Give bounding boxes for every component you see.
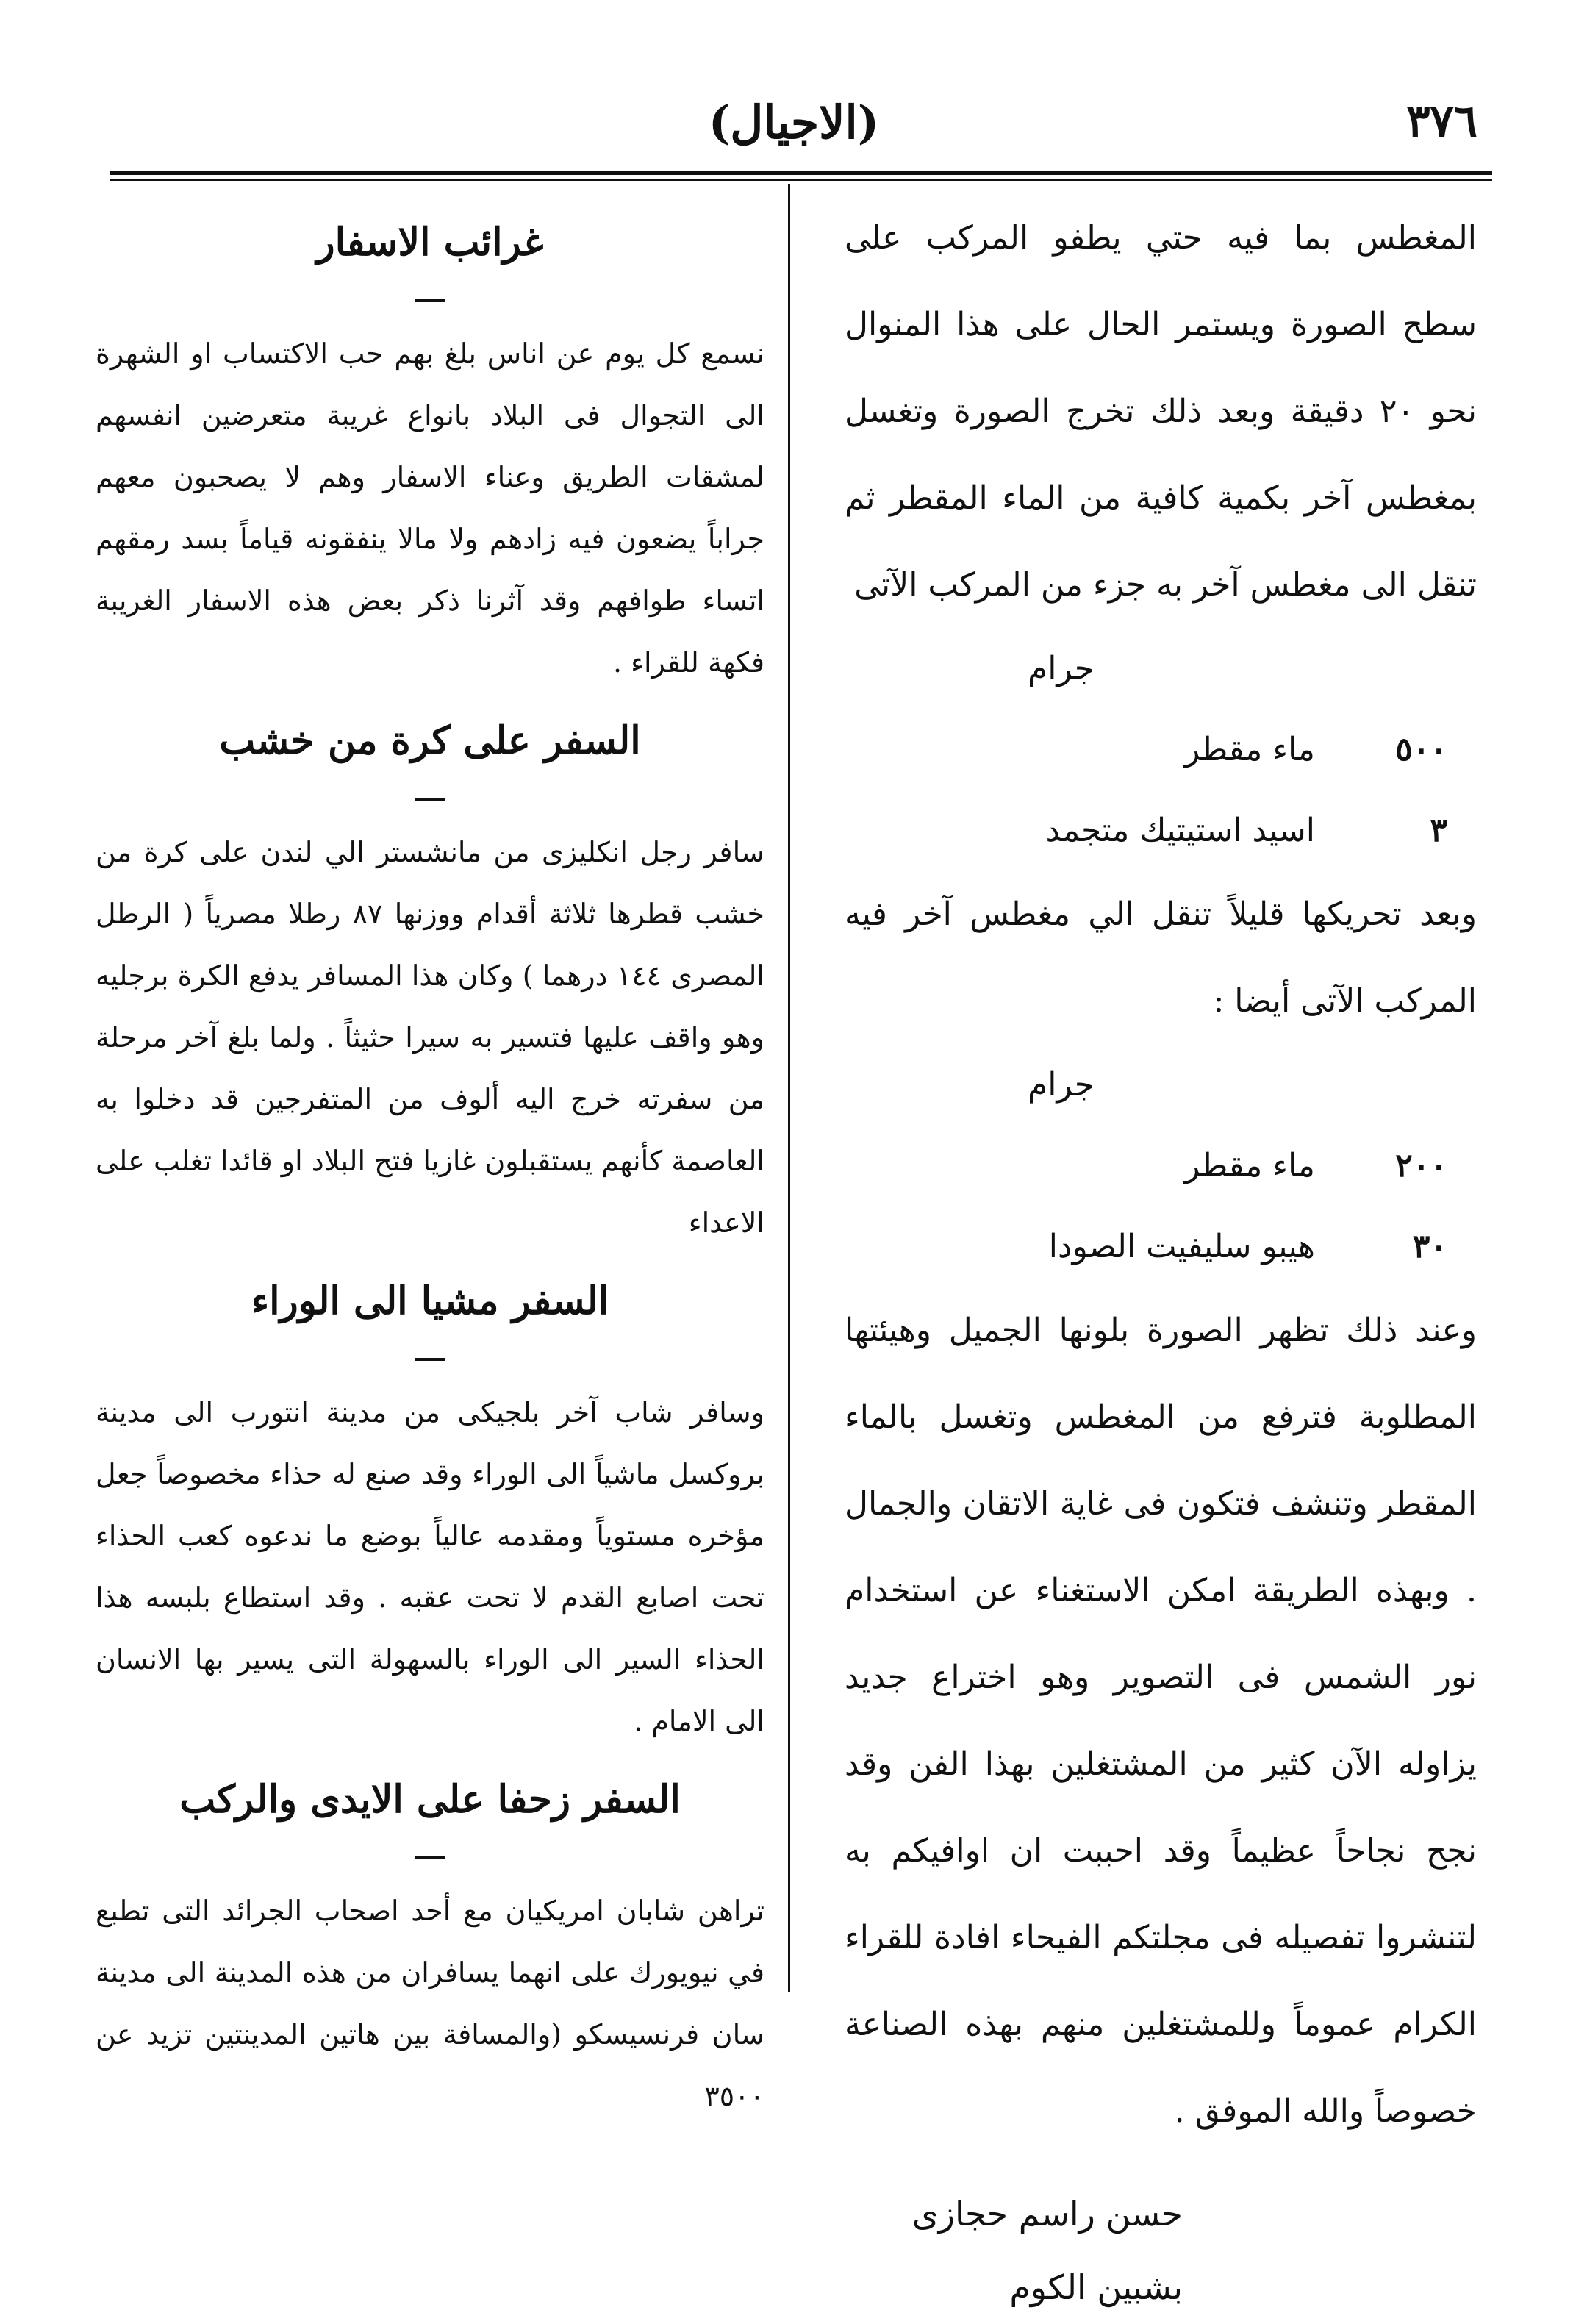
section-text: سافر رجل انكليزى من مانشستر الي لندن على كرة من خشب قطرها ثلاثة أقدام ووزنها ٨٧ رطلا مصرياً ( الرطل المصرى ١٤٤ درهما ) وكان هذا المسافر يدفع الكرة برجليه وهو واقف عليها فتسير به سيرا حثيثاً . ولما بلغ آخر مرحلة من سفرته خرج اليه ألوف من المتفرجين قد دخلوا به العاصمة كأنهم يستقبلون غازيا فتح البلاد او قائدا تغلب على الاعداء	[96, 836, 764, 1239]
recipe-quantity: ٢٠٠	[1395, 1147, 1447, 1184]
recipe-ingredient: اسيد استيتيك متجمد	[1045, 812, 1315, 849]
left-column	[96, 195, 764, 2127]
recipe-table-2	[845, 1045, 1477, 1287]
signature	[845, 2177, 1477, 2324]
recipe-row	[845, 1126, 1477, 1206]
recipe-quantity: ٣٠	[1412, 1228, 1447, 1265]
article-intro: نسمع كل يوم عن اناس بلغ بهم حب الاكتساب او الشهرة الى التجوال فى البلاد بانواع غريبة متعرضين انفسهم لمشقات الطريق وعناء الاسفار وهم لا يصحبون معهم جراباً يضعون فيه زادهم ولا مالا ينفقونه قياماً بسد رمقهم اتساء طوافهم وقد آثرنا ذكر بعض هذه الاسفار الغريبة فكهة للقراء .	[96, 337, 764, 679]
signature-place: بشبين الكوم	[1009, 2267, 1183, 2307]
header-rule-thin	[110, 179, 1492, 181]
section-text: تراهن شابان امريكيان مع أحد اصحاب الجرائد التى تطبع في نيويورك على انهما يسافران من هذه المدينة الى مدينة سان فرنسيسكو (والمسافة بين هاتين المدينتين تزيد عن ٣٥٠٠	[96, 1895, 764, 2112]
paragraph-developing-bath: المغطس بما فيه حتي يطفو المركب على سطح الصورة ويستمر الحال على هذا المنوال نحو ٢٠ دقيقة وبعد ذلك تخرج الصورة وتغسل بمغطس آخر بكمية كافية من الماء المقطر ثم تنقل الى مغطس آخر به جزء من المركب الآتى	[845, 219, 1477, 604]
recipe-quantity: ٣	[1430, 812, 1447, 849]
section-dash	[415, 1856, 445, 1859]
recipe-ingredient: هيبو سليفيت الصودا	[1048, 1228, 1315, 1265]
page-header	[110, 96, 1477, 169]
unit-label: جرام	[1028, 650, 1095, 687]
title-dash	[415, 299, 445, 302]
recipe-table-1	[845, 629, 1477, 871]
recipe-row	[845, 709, 1477, 790]
recipe-ingredient: ماء مقطر	[1184, 1147, 1315, 1184]
unit-label: جرام	[1028, 1066, 1095, 1104]
signature-name: حسن راسم حجازى	[911, 2194, 1183, 2234]
section-title: السفر مشيا الى الوراء	[251, 1279, 609, 1323]
section-dash	[415, 798, 445, 801]
journal-title: (الاجيال)	[708, 96, 880, 149]
page-number: ٣٧٦	[1406, 96, 1477, 147]
section-dash	[415, 1358, 445, 1361]
column-divider	[788, 184, 790, 1992]
section-text: وسافر شاب آخر بلجيكى من مدينة انتورب الى مدينة بروكسل ماشياً الى الوراء وقد صنع له حذاء مخصوصاً جعل مؤخره مستوياً ومقدمه عالياً بوضع ما ندعوه كعب الحذاء تحت اصابع القدم لا تحت عقبه . وقد استطاع بلبسه هذا الحذاء السير الى الوراء بالسهولة التى يسير بها الانسان الى الامام .	[96, 1396, 764, 1737]
recipe-row	[845, 790, 1477, 871]
section-title: السفر على كرة من خشب	[219, 718, 641, 763]
recipe-ingredient: ماء مقطر	[1184, 731, 1315, 768]
recipe-row	[845, 1206, 1477, 1287]
header-rule	[110, 171, 1492, 175]
right-column	[845, 195, 1477, 2324]
paragraph-conclusion: وعند ذلك تظهر الصورة بلونها الجميل وهيئتها المطلوبة فترفع من المغطس وتغسل بالماء المقطر وتنشف فتكون فى غاية الاتقان والجمال . وبهذه الطريقة امكن الاستغناء عن استخدام نور الشمس فى التصوير وهو اختراع جديد يزاوله الآن كثير من المشتغلين بهذا الفن وقد نجح نجاحاً عظيماً وقد احببت ان اوافيكم به لتنشروا تفصيله فى مجلتكم الفيحاء افادة للقراء الكرام عموماً وللمشتغلين منهم بهذه الصناعة خصوصاً والله الموفق .	[845, 1312, 1477, 2130]
article-title: غرائب الاسفار	[316, 220, 544, 265]
section-title: السفر زحفا على الايدى والركب	[179, 1777, 681, 1822]
paragraph-second-bath: وبعد تحريكها قليلاً تنقل الي مغطس آخر فيه المركب الآتى أيضا :	[845, 895, 1477, 1020]
recipe-quantity: ٥٠٠	[1395, 731, 1447, 768]
